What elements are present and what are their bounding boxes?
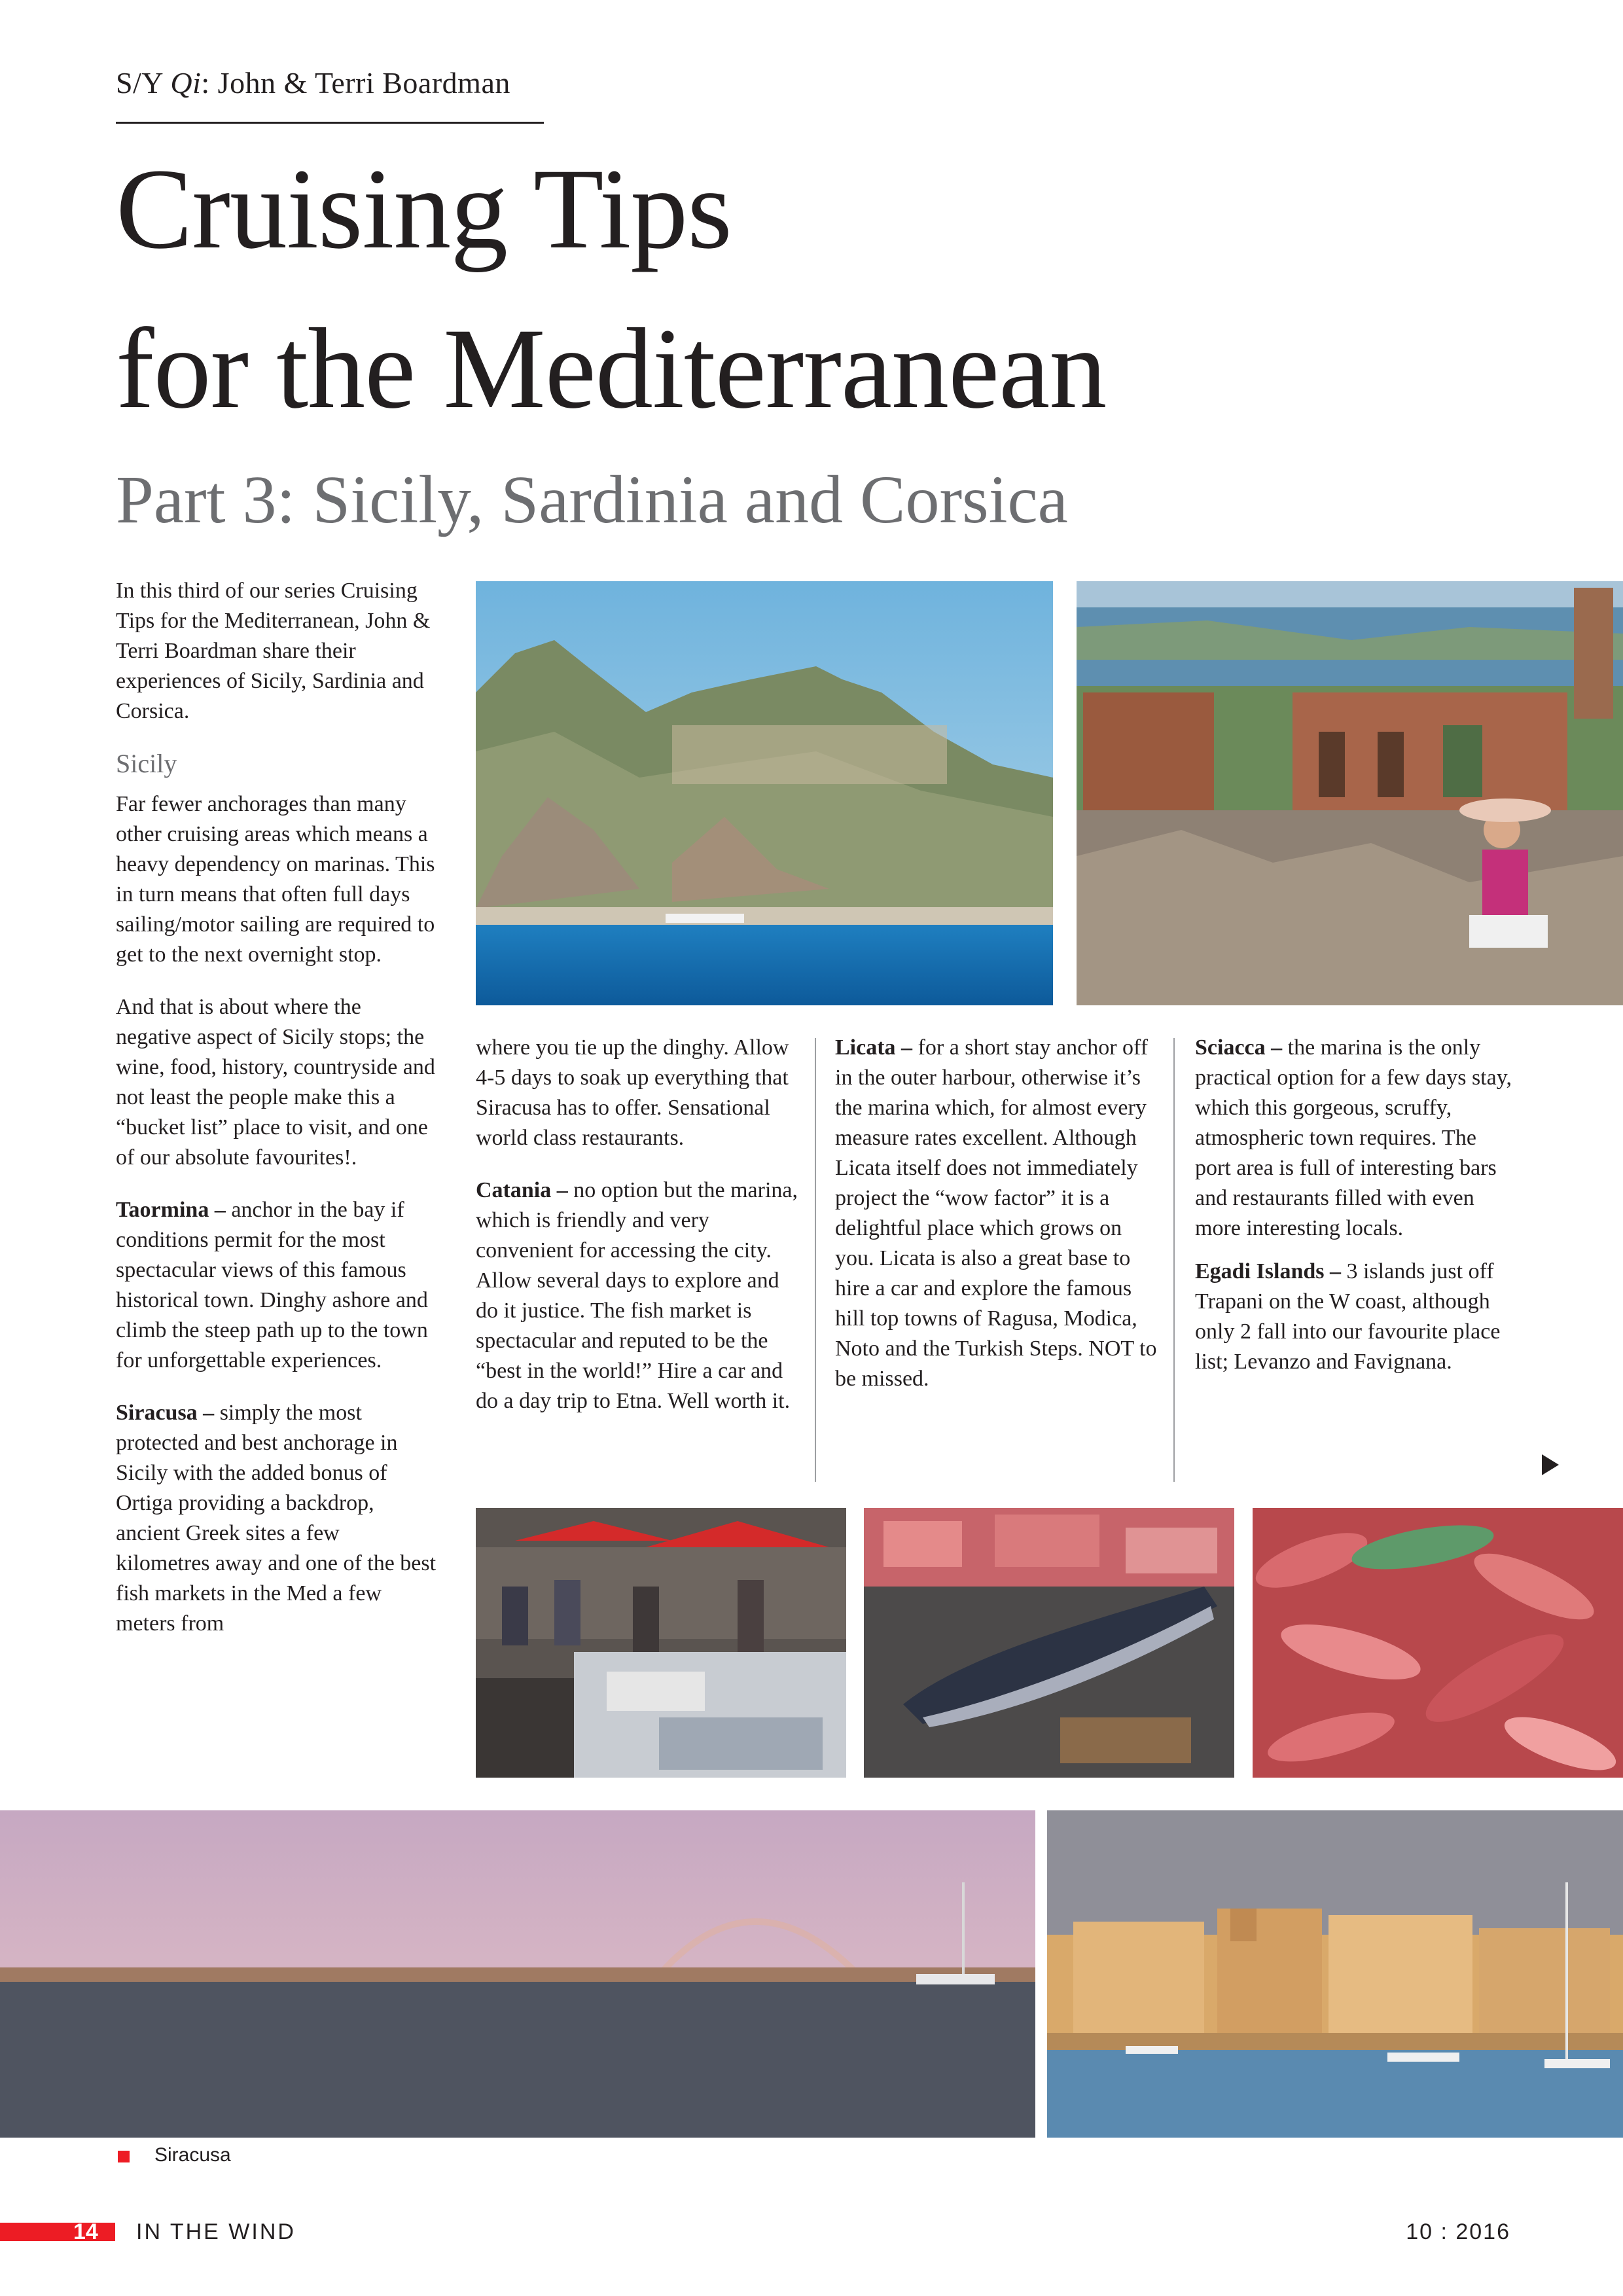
photo-ortigia-waterfront	[1047, 1810, 1623, 2138]
photo-caption: Siracusa	[154, 2144, 231, 2166]
continue-arrow-icon	[1542, 1454, 1559, 1475]
ortigia-illustration	[1047, 1810, 1623, 2138]
theatre-illustration	[1077, 581, 1623, 1005]
text-sciacca: the marina is the only practical option for a few days stay, which this gorgeous, scruffy, atmospheric town requires. The port area is full of interesting bars and restaurants filled with even more interesting locals.	[1195, 1035, 1512, 1240]
photo-taormina-coast	[476, 581, 1053, 1005]
text-siracusa: simply the most protected and best anchorage in Sicily with the added bonus of Ortiga providing a backdrop, ancient Greek sites a few kilometres away and one of the best fish markets in the Med a few meters from	[116, 1401, 437, 1636]
photo-greek-theatre	[1077, 581, 1623, 1005]
paragraph-sicily-1: Far fewer anchorages than many other cruising areas which means a heavy dependency on marinas. This in turn means that often full days sailing/motor sailing are required to get to the next overnight stop.	[116, 792, 435, 967]
text-taormina: anchor in the bay if conditions permit for the most spectacular views of this famous historical town. Dinghy ashore and climb the steep path up to the town for unforgettable experiences.	[116, 1198, 428, 1372]
paragraph-siracusa	[116, 1398, 437, 1639]
paragraph-catania	[476, 1175, 803, 1416]
column-left	[116, 576, 437, 1661]
paragraph-siracusa-continued: where you tie up the dinghy. Allow 4-5 days to soak up everything that Siracusa has to offer. Sensational world class restaurants.	[476, 1035, 789, 1150]
photo-red-mullet	[1253, 1508, 1623, 1778]
text-licata: for a short stay anchor off in the outer harbour, otherwise it’s the marina which, for almost every measure rates excellent. Although Licata itself does not immediately project the “wow factor” it is a delightful place which grows on you. Licata is also a great base to hire a car and explore the famous hill top towns of Ragusa, Modica, Noto and the Turkish Steps. NOT to be missed.	[835, 1035, 1157, 1391]
subtitle: Part 3: Sicily, Sardinia and Corsica	[116, 462, 1068, 537]
caption-marker	[118, 2151, 130, 2162]
place-name-sciacca: Sciacca –	[1195, 1035, 1283, 1060]
place-name-egadi: Egadi Islands –	[1195, 1259, 1341, 1283]
magazine-name: IN THE WIND	[136, 2219, 296, 2244]
siracusa-panorama-illustration	[0, 1810, 1035, 2138]
section-heading-sicily: Sicily	[116, 749, 177, 778]
paragraph-sicily-2: And that is about where the negative aspect of Sicily stops; the wine, food, history, countryside and not least the people make this a “bucket list” place to visit, and one of our absolute favourites!.	[116, 995, 435, 1170]
column-divider	[1173, 1038, 1175, 1482]
page-number: 14	[73, 2219, 98, 2244]
text-egadi: 3 islands just off Trapani on the W coast, although only 2 fall into our favourite place list; Levanzo and Favignana.	[1195, 1259, 1501, 1374]
redfish-illustration	[1253, 1508, 1623, 1778]
title-line-1: Cruising Tips	[116, 145, 732, 273]
taormina-illustration	[476, 581, 1053, 1005]
paragraph-sciacca	[1195, 1033, 1516, 1244]
byline-vessel: Qi	[170, 66, 202, 99]
byline	[116, 65, 510, 100]
column-3	[835, 1033, 1162, 1416]
text-catania: no option but the marina, which is friendly and very convenient for accessing the city. Allow several days to explore and do it justice. The fish market is spectacular and reputed to be the “best in the world!” Hire a car and do a day trip to Etna. Well worth it.	[476, 1178, 798, 1413]
column-4	[1195, 1033, 1516, 1399]
issue-date: 10 : 2016	[1406, 2219, 1510, 2244]
byline-prefix: S/Y	[116, 66, 171, 99]
byline-underline	[116, 122, 544, 124]
place-name-catania: Catania –	[476, 1178, 568, 1202]
intro-paragraph: In this third of our series Cruising Tips for the Mediterranean, John & Terri Boardman share their experiences of Sicily, Sardinia and Corsica.	[116, 579, 431, 723]
market-illustration	[476, 1508, 846, 1778]
photo-tuna-fish	[864, 1508, 1234, 1778]
byline-authors: : John & Terri Boardman	[201, 66, 510, 99]
title-line-2: for the Mediterranean	[116, 305, 1107, 433]
photo-siracusa-panorama	[0, 1810, 1035, 2138]
place-name-taormina: Taormina –	[116, 1198, 226, 1222]
place-name-siracusa: Siracusa –	[116, 1401, 215, 1425]
place-name-licata: Licata –	[835, 1035, 913, 1060]
column-2	[476, 1033, 803, 1439]
paragraph-licata	[835, 1033, 1162, 1394]
paragraph-taormina	[116, 1195, 437, 1376]
paragraph-egadi	[1195, 1257, 1516, 1377]
column-divider	[815, 1038, 816, 1482]
photo-fish-market	[476, 1508, 846, 1778]
tuna-illustration	[864, 1508, 1234, 1778]
